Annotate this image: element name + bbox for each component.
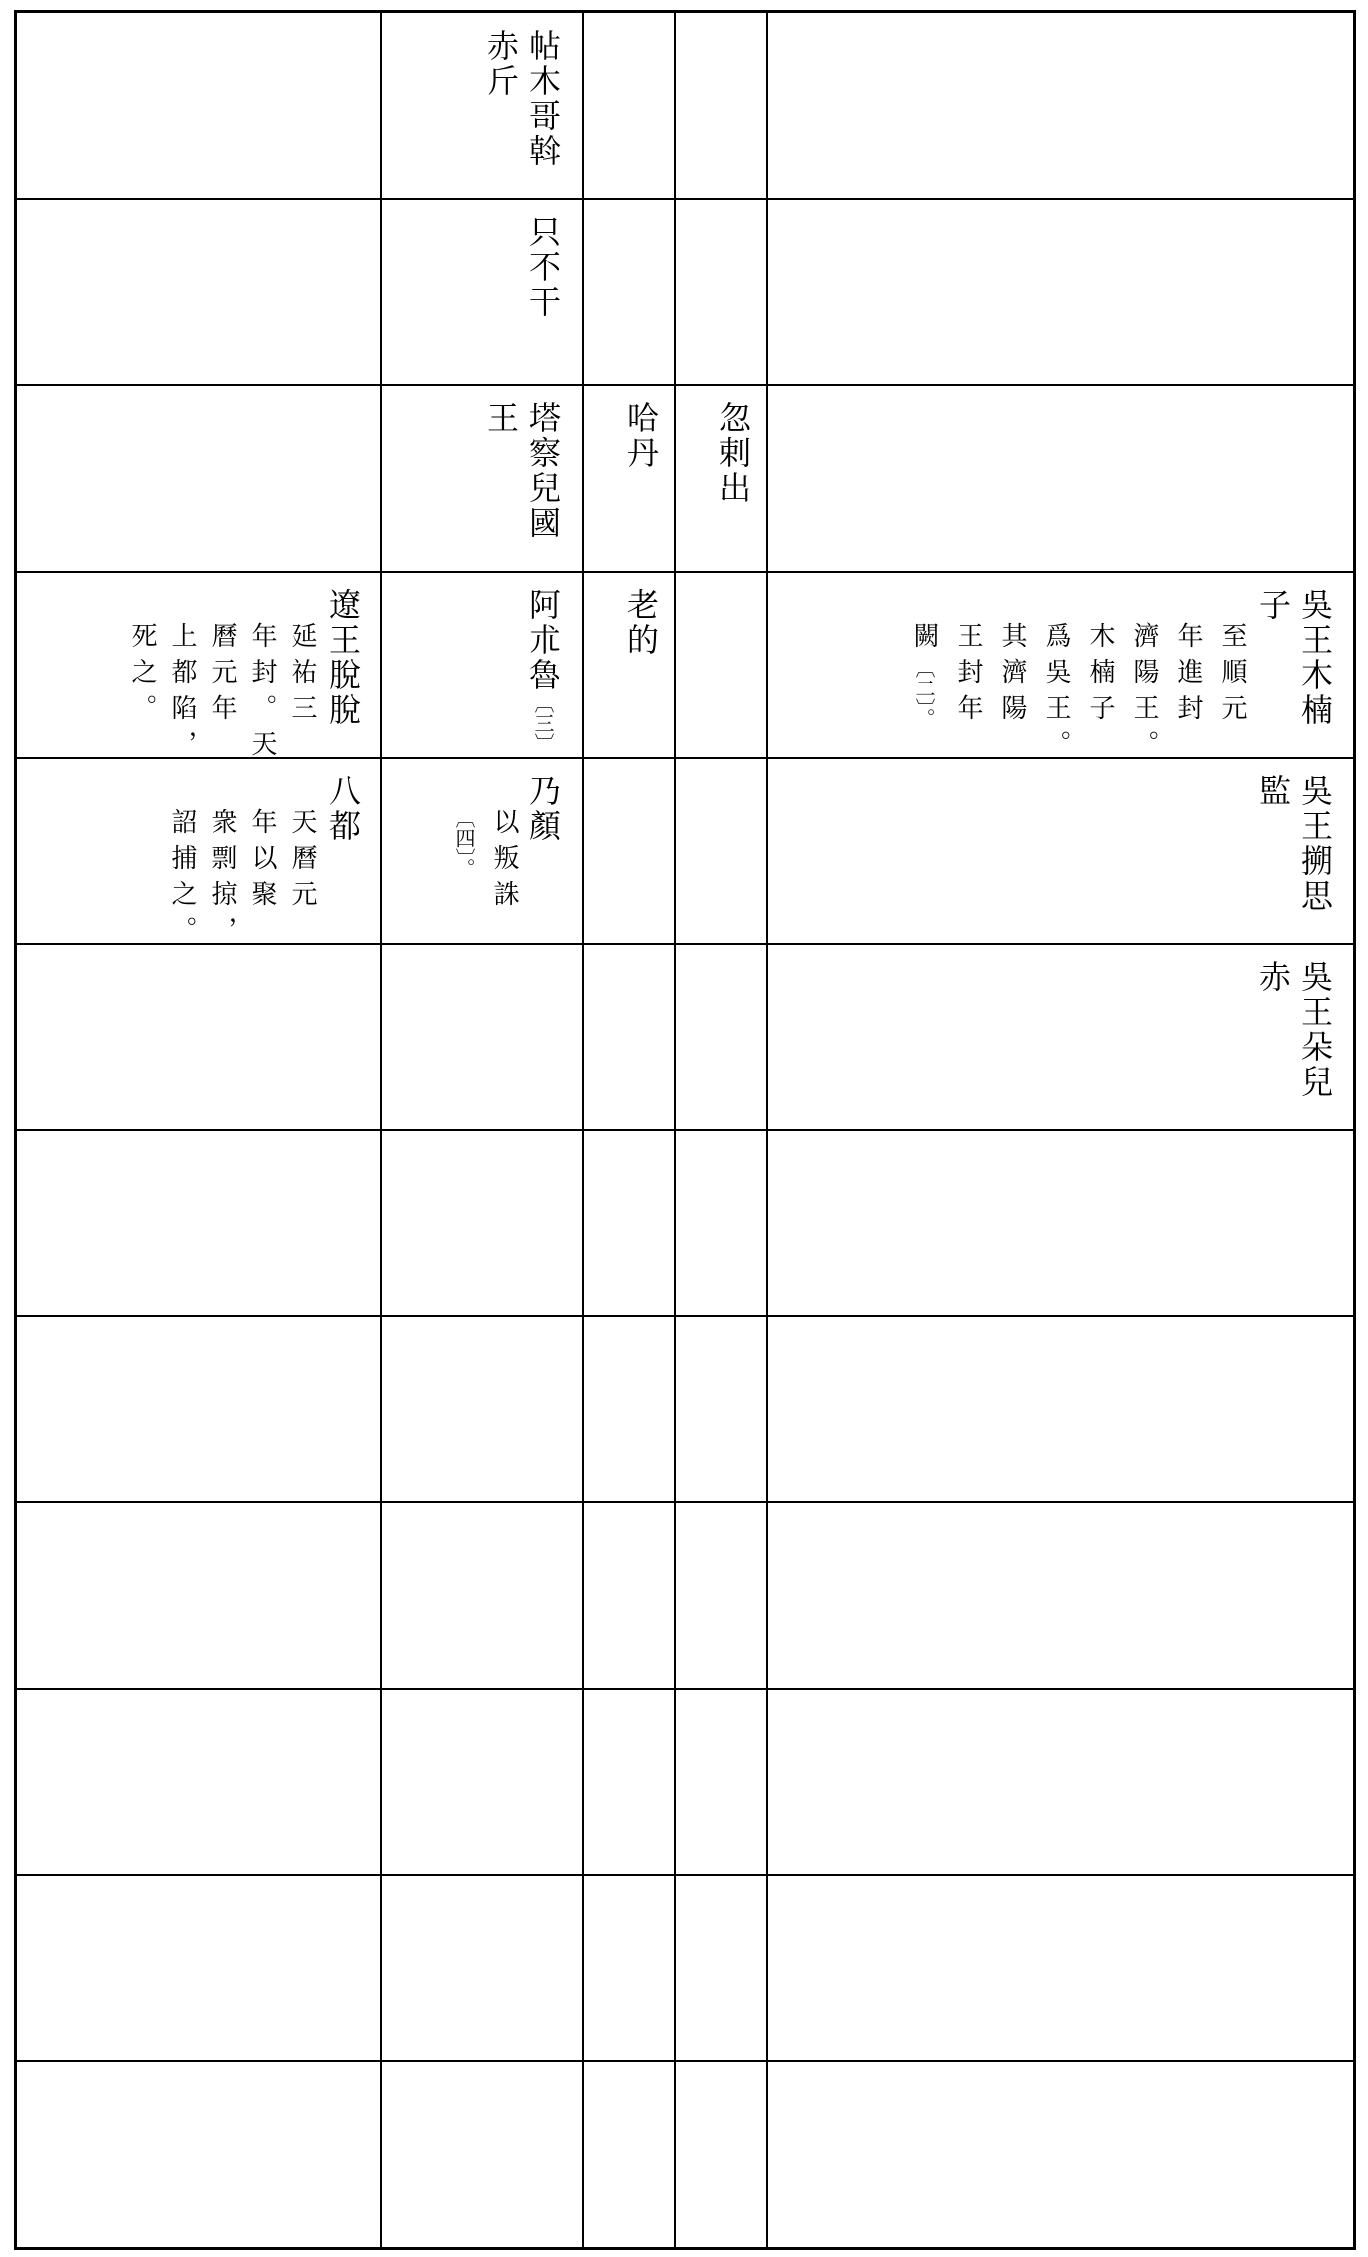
name-column bbox=[524, 29, 562, 169]
cell-text: 詔捕之。 bbox=[167, 808, 197, 952]
cell-text: 哈丹 bbox=[622, 401, 660, 471]
annotation-column bbox=[209, 808, 235, 952]
cell-text: 衆剽掠， bbox=[207, 808, 237, 952]
cell-text: 其濟陽 bbox=[997, 622, 1027, 730]
name-column bbox=[324, 774, 362, 844]
cell-text: 死之。 bbox=[127, 622, 157, 730]
name-column bbox=[524, 215, 562, 320]
annotation-column bbox=[289, 622, 315, 730]
name-column bbox=[524, 588, 562, 753]
genealogy-table bbox=[14, 10, 1356, 2250]
name-column bbox=[324, 588, 362, 728]
name-column bbox=[1296, 588, 1334, 728]
annotation-column bbox=[1219, 622, 1245, 730]
annotation-column bbox=[249, 808, 275, 916]
cell-text: 爲吳王。 bbox=[1041, 622, 1071, 766]
annotation-column bbox=[955, 622, 981, 730]
cell-text: 延祐三 bbox=[287, 622, 317, 730]
cell-text: 王封年 bbox=[953, 622, 983, 730]
row-divider bbox=[17, 1501, 1353, 1503]
annotation-column bbox=[209, 622, 235, 730]
cell-text: 帖木哥斡 bbox=[524, 29, 562, 169]
footnote-mark: 〔四〕。 bbox=[452, 808, 476, 878]
table-cell bbox=[381, 385, 583, 571]
annotation-column bbox=[451, 808, 477, 878]
annotation-column bbox=[129, 622, 155, 730]
row-divider bbox=[17, 1874, 1353, 1876]
table-cell bbox=[583, 385, 675, 571]
cell-text: 吳王木楠 bbox=[1296, 588, 1334, 728]
cell-text: 八都 bbox=[324, 774, 362, 844]
table-cell bbox=[17, 758, 381, 952]
cell-text: 年封。天 bbox=[247, 622, 277, 766]
annotation-column bbox=[911, 622, 937, 728]
name-column bbox=[622, 401, 660, 471]
cell-text: 至順元 bbox=[1217, 622, 1247, 730]
cell-text: 以叛誅 bbox=[489, 808, 519, 916]
table-cell bbox=[583, 572, 675, 758]
name-column bbox=[714, 401, 752, 506]
annotation-column bbox=[249, 622, 275, 766]
annotation-column bbox=[1131, 622, 1157, 766]
table-cell bbox=[767, 944, 1353, 1130]
annotation-column bbox=[999, 622, 1025, 730]
table-cell bbox=[675, 385, 767, 571]
cell-text: 年以聚 bbox=[247, 808, 277, 916]
row-divider bbox=[17, 2060, 1353, 2062]
annotation-column bbox=[1175, 622, 1201, 730]
cell-text: 闕 bbox=[909, 622, 939, 658]
name-column bbox=[1296, 774, 1334, 914]
cell-text: 年進封 bbox=[1173, 622, 1203, 730]
cell-text: 赤 bbox=[1254, 960, 1292, 995]
name-column bbox=[524, 401, 562, 541]
cell-text: 濟陽王。 bbox=[1129, 622, 1159, 766]
name-column bbox=[1254, 774, 1292, 809]
cell-text: 曆元年 bbox=[207, 622, 237, 730]
name-column bbox=[482, 401, 520, 436]
name-column bbox=[1296, 960, 1334, 1100]
table-cell bbox=[767, 758, 1353, 944]
cell-text: 老的 bbox=[622, 588, 660, 658]
footnote-mark: 〔三〕 bbox=[531, 693, 555, 753]
name-column bbox=[482, 29, 520, 99]
annotation-column bbox=[1043, 622, 1069, 766]
table-cell bbox=[381, 572, 583, 758]
cell-text: 監 bbox=[1254, 774, 1292, 809]
row-divider bbox=[17, 1688, 1353, 1690]
cell-text: 赤斤 bbox=[482, 29, 520, 99]
footnote-mark: 〔二〕。 bbox=[912, 658, 936, 728]
cell-text: 天曆元 bbox=[287, 808, 317, 916]
cell-text: 上都陷， bbox=[167, 622, 197, 766]
annotation-column bbox=[491, 808, 517, 916]
annotation-column bbox=[1087, 622, 1113, 730]
cell-text: 吳王搠思 bbox=[1296, 774, 1334, 914]
row-divider bbox=[17, 1315, 1353, 1317]
cell-text: 阿朮魯 bbox=[524, 588, 562, 693]
name-column bbox=[524, 774, 562, 844]
cell-text: 吳王朵兒 bbox=[1296, 960, 1334, 1100]
name-column bbox=[1254, 588, 1292, 623]
cell-text: 塔察兒國 bbox=[524, 401, 562, 541]
cell-text: 王 bbox=[482, 401, 520, 436]
table-cell bbox=[381, 199, 583, 385]
name-column bbox=[1254, 960, 1292, 995]
cell-text: 只不干 bbox=[524, 215, 562, 320]
table-cell bbox=[381, 13, 583, 199]
cell-text: 遼王脫脫 bbox=[324, 588, 362, 728]
row-divider bbox=[17, 198, 1353, 200]
cell-text: 乃顏 bbox=[524, 774, 562, 844]
cell-text: 子 bbox=[1254, 588, 1292, 623]
cell-text: 木楠子 bbox=[1085, 622, 1115, 730]
annotation-column bbox=[169, 808, 195, 952]
annotation-column bbox=[289, 808, 315, 916]
table-cell bbox=[17, 572, 381, 766]
table-cell bbox=[767, 572, 1353, 766]
name-column bbox=[622, 588, 660, 658]
cell-text: 忽剌出 bbox=[714, 401, 752, 506]
table-cell bbox=[381, 758, 583, 944]
annotation-column bbox=[169, 622, 195, 766]
